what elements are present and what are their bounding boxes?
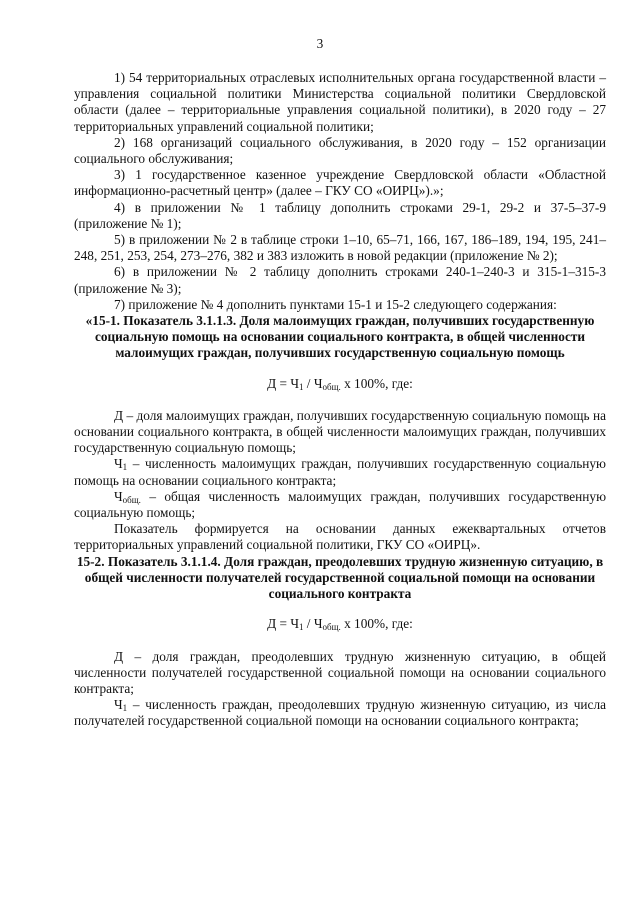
list-item-5: 5) в приложении № 2 в таблице строки 1–10, 65–71, 166, 167, 186–189, 194, 195, 241–248, 251, 253, 254, 273–276, 382 и 383 изложить в новой редакции (приложение № 2); <box>74 232 606 264</box>
symbol-sub: 1 <box>122 703 128 714</box>
data-source-note: Показатель формируется на основании данных ежеквартальных отчетов территориальных управлений социальной политики, ГКУ СО «ОИРЦ». <box>74 521 606 553</box>
section-heading-15-1: «15-1. Показатель 3.1.1.3. Доля малоимущих граждан, получивших государственную социальную помощь на основании социального контракта, в общей численности малоимущих граждан, получивших государственную социальную помощь <box>85 313 595 361</box>
document-body <box>74 70 606 730</box>
page-number: 3 <box>316 36 324 51</box>
definition-text: – численность малоимущих граждан, получивших государственную социальную помощь на основании социального контракта; <box>74 456 606 488</box>
definition-d: Д – доля малоимущих граждан, получивших государственную социальную помощь на основании социального контракта, в общей численности малоимущих граждан, получивших государственную социальную помощь; <box>74 407 606 456</box>
definition-ch1 <box>74 456 606 488</box>
definition-ch-total <box>74 489 606 521</box>
list-item-4: 4) в приложении № 1 таблицу дополнить строками 29-1, 29-2 и 37-5–37-9 (приложение № 1); <box>74 199 606 231</box>
formula-sub-1: 1 <box>298 381 304 392</box>
section-heading-15-2: 15-2. Показатель 3.1.1.4. Доля граждан, преодолевших трудную жизненную ситуацию, в общей численности получателей государственной социальной помощи на основании социального контракта <box>76 553 604 602</box>
definition-ch1 <box>74 697 606 729</box>
formula-tail: х 100%, где: <box>340 375 413 391</box>
list-item-2: 2) 168 организаций социального обслуживания, в 2020 году – 152 организации социального обслуживания; <box>74 134 606 167</box>
symbol-ch: Ч <box>114 456 123 472</box>
symbol-ch: Ч <box>114 697 123 713</box>
formula-sub-total: общ. <box>322 381 341 392</box>
formula-15-2 <box>74 616 606 632</box>
list-item-1: 1) 54 территориальных отраслевых исполнительных органа государственной власти – управления социальной политики Министерства социальной политики Свердловской области (далее – территориальные управления социальной политики), в 2020 году – 27 территориальных управлений социальной политики; <box>74 70 606 134</box>
definition-text: – численность граждан, преодолевших трудную жизненную ситуацию, из числа получателей государственной социальной помощи на основании социального контракта; <box>74 697 606 729</box>
formula-sub-1: 1 <box>298 622 304 633</box>
formula-lead: Д = Ч <box>267 375 299 391</box>
formula-lead: Д = Ч <box>267 616 299 632</box>
symbol-ch: Ч <box>114 488 123 504</box>
list-item-7: 7) приложение № 4 дополнить пунктами 15-1 и 15-2 следующего содержания: <box>114 296 557 312</box>
formula-tail: х 100%, где: <box>340 616 413 632</box>
symbol-sub: общ. <box>122 494 141 505</box>
formula-15-1 <box>74 376 606 392</box>
definition-text: – общая численность малоимущих граждан, получивших государственную социальную помощь; <box>74 488 606 521</box>
formula-mid: / Ч <box>303 375 323 391</box>
list-item-6: 6) в приложении № 2 таблицу дополнить строками 240-1–240-3 и 315-1–315-3 (приложение № 3); <box>74 264 606 296</box>
formula-sub-total: общ. <box>322 622 341 633</box>
definition-d: Д – доля граждан, преодолевших трудную жизненную ситуацию, в общей численности получателей государственной социальной помощи на основании социального контракта; <box>74 648 606 696</box>
symbol-sub: 1 <box>122 462 128 473</box>
list-item-3: 3) 1 государственное казенное учреждение Свердловской области «Областной информационно-расчетный центр» (далее – ГКУ СО «ОИРЦ»).»; <box>74 167 606 199</box>
formula-mid: / Ч <box>303 616 323 632</box>
